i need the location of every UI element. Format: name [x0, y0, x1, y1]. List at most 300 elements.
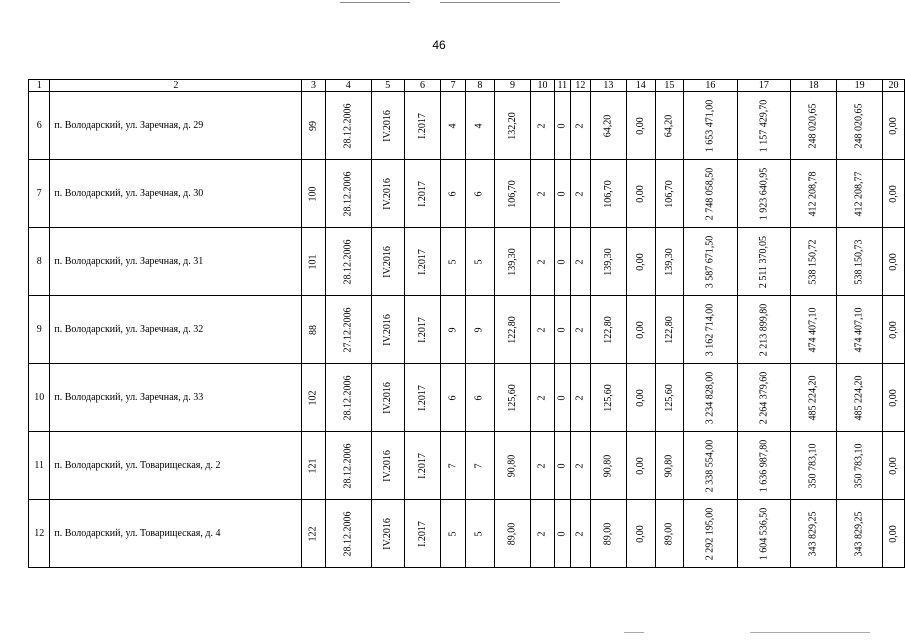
value-cell — [371, 296, 404, 364]
cell-value: 100 — [307, 186, 319, 201]
cell-value: 538 150,72 — [807, 239, 819, 284]
scan-line-top — [440, 2, 560, 3]
value-cell — [494, 296, 530, 364]
column-header: 16 — [684, 80, 738, 92]
cell-value: 28.12.2006 — [342, 171, 354, 216]
value-cell — [302, 500, 325, 568]
address-cell: п. Володарский, ул. Заречная, д. 30 — [50, 160, 302, 228]
value-cell — [325, 296, 371, 364]
value-cell — [494, 364, 530, 432]
cell-value: 0 — [556, 259, 568, 264]
value-cell — [302, 160, 325, 228]
cell-value: 2 292 195,00 — [704, 507, 716, 560]
cell-value: 2 — [574, 395, 586, 400]
value-cell — [441, 500, 466, 568]
column-header: 4 — [325, 80, 371, 92]
address-cell: п. Володарский, ул. Товарищеская, д. 4 — [50, 500, 302, 568]
cell-value: 0,00 — [634, 524, 646, 543]
value-cell — [627, 92, 656, 160]
cell-value: 4 — [473, 123, 485, 128]
value-cell — [404, 228, 441, 296]
cell-value: IV.2016 — [381, 245, 393, 278]
column-header: 15 — [655, 80, 684, 92]
cell-value: 0,00 — [634, 252, 646, 271]
value-cell — [531, 364, 555, 432]
value-cell — [791, 92, 837, 160]
value-cell — [590, 296, 626, 364]
cell-value: 89,00 — [602, 522, 614, 545]
value-cell — [554, 160, 570, 228]
value-cell — [655, 432, 684, 500]
value-cell — [404, 92, 441, 160]
cell-value: 1 157 429,70 — [757, 99, 769, 152]
value-cell — [684, 92, 738, 160]
cell-value: 248 020,65 — [853, 103, 865, 148]
cell-value: 343 829,25 — [807, 511, 819, 556]
cell-value: IV.2016 — [381, 517, 393, 550]
cell-value: 2 — [574, 123, 586, 128]
value-cell — [684, 364, 738, 432]
value-cell — [570, 228, 590, 296]
column-header: 1 — [29, 80, 50, 92]
value-cell — [837, 500, 883, 568]
value-cell — [441, 228, 466, 296]
cell-value: 2 — [574, 191, 586, 196]
cell-value: 28.12.2006 — [342, 239, 354, 284]
cell-value: 28.12.2006 — [342, 443, 354, 488]
value-cell — [883, 228, 905, 296]
value-cell — [325, 92, 371, 160]
cell-value: IV.2016 — [381, 109, 393, 142]
value-cell — [684, 432, 738, 500]
cell-value: IV.2016 — [381, 177, 393, 210]
value-cell — [837, 364, 883, 432]
cell-value: 474 407,10 — [807, 307, 819, 352]
column-header: 17 — [737, 80, 791, 92]
cell-value: 2 — [574, 259, 586, 264]
cell-value: IV.2016 — [381, 313, 393, 346]
cell-value: 0,00 — [634, 184, 646, 203]
column-header: 6 — [404, 80, 441, 92]
value-cell — [531, 92, 555, 160]
cell-value: 122,80 — [663, 315, 675, 344]
column-header: 13 — [590, 80, 626, 92]
cell-value: 28.12.2006 — [342, 511, 354, 556]
cell-value: 9 — [447, 327, 459, 332]
scan-line-top — [340, 2, 410, 3]
value-cell — [590, 228, 626, 296]
cell-value: 1 604 536,50 — [757, 507, 769, 560]
value-cell — [554, 500, 570, 568]
cell-value: 0,00 — [887, 116, 899, 135]
value-cell — [494, 500, 530, 568]
table-row — [29, 92, 905, 160]
value-cell — [627, 364, 656, 432]
table-row — [29, 296, 905, 364]
cell-value: 89,00 — [506, 522, 518, 545]
cell-value: 474 407,10 — [853, 307, 865, 352]
value-cell — [627, 432, 656, 500]
value-cell — [570, 500, 590, 568]
value-cell — [494, 160, 530, 228]
cell-value: 0 — [556, 191, 568, 196]
cell-value: 4 — [447, 123, 459, 128]
cell-value: 28.12.2006 — [342, 103, 354, 148]
table-row — [29, 228, 905, 296]
value-cell — [791, 432, 837, 500]
cell-value: 2 — [536, 259, 548, 264]
value-cell — [325, 432, 371, 500]
cell-value: 485 224,20 — [807, 375, 819, 420]
cell-value: 5 — [473, 531, 485, 536]
cell-value: 122,80 — [602, 315, 614, 344]
value-cell — [837, 92, 883, 160]
cell-value: 1 923 640,95 — [757, 167, 769, 220]
cell-value: 2 — [574, 327, 586, 332]
row-number: 12 — [29, 500, 50, 568]
column-header: 11 — [554, 80, 570, 92]
value-cell — [737, 296, 791, 364]
cell-value: 122 — [307, 526, 319, 541]
value-cell — [465, 364, 494, 432]
cell-value: 5 — [447, 259, 459, 264]
value-cell — [554, 92, 570, 160]
address-cell: п. Володарский, ул. Заречная, д. 32 — [50, 296, 302, 364]
cell-value: I.2017 — [416, 248, 428, 275]
value-cell — [371, 500, 404, 568]
cell-value: 1 636 987,80 — [757, 439, 769, 492]
value-cell — [837, 228, 883, 296]
value-cell — [791, 160, 837, 228]
cell-value: 125,60 — [602, 383, 614, 412]
row-number: 10 — [29, 364, 50, 432]
table-row — [29, 432, 905, 500]
column-header: 20 — [883, 80, 905, 92]
value-cell — [883, 364, 905, 432]
value-cell — [570, 364, 590, 432]
value-cell — [531, 432, 555, 500]
cell-value: 0 — [556, 395, 568, 400]
cell-value: 0 — [556, 463, 568, 468]
address-cell: п. Володарский, ул. Заречная, д. 29 — [50, 92, 302, 160]
cell-value: 2 338 554,00 — [704, 439, 716, 492]
cell-value: I.2017 — [416, 316, 428, 343]
value-cell — [590, 432, 626, 500]
value-cell — [441, 92, 466, 160]
cell-value: 64,20 — [602, 114, 614, 137]
value-cell — [404, 500, 441, 568]
cell-value: 248 020,65 — [807, 103, 819, 148]
cell-value: 6 — [473, 395, 485, 400]
cell-value: 0 — [556, 531, 568, 536]
cell-value: 64,20 — [663, 114, 675, 137]
cell-value: 412 208,77 — [853, 171, 865, 216]
value-cell — [684, 228, 738, 296]
value-cell — [404, 296, 441, 364]
value-cell — [554, 364, 570, 432]
row-number: 7 — [29, 160, 50, 228]
cell-value: 101 — [307, 254, 319, 269]
cell-value: 0,00 — [887, 184, 899, 203]
cell-value: I.2017 — [416, 180, 428, 207]
column-header: 12 — [570, 80, 590, 92]
value-cell — [791, 364, 837, 432]
value-cell — [791, 500, 837, 568]
column-header: 19 — [837, 80, 883, 92]
value-cell — [737, 160, 791, 228]
value-cell — [302, 228, 325, 296]
value-cell — [627, 228, 656, 296]
column-header: 5 — [371, 80, 404, 92]
cell-value: 2 748 058,50 — [704, 167, 716, 220]
cell-value: 9 — [473, 327, 485, 332]
value-cell — [371, 160, 404, 228]
value-cell — [590, 500, 626, 568]
value-cell — [325, 160, 371, 228]
column-header: 7 — [441, 80, 466, 92]
cell-value: 27.12.2006 — [342, 307, 354, 352]
value-cell — [883, 92, 905, 160]
value-cell — [570, 160, 590, 228]
cell-value: 2 — [574, 531, 586, 536]
value-cell — [837, 432, 883, 500]
value-cell — [531, 296, 555, 364]
value-cell — [737, 500, 791, 568]
data-table — [28, 79, 905, 568]
cell-value: 139,30 — [506, 247, 518, 276]
value-cell — [655, 500, 684, 568]
cell-value: 0,00 — [634, 116, 646, 135]
value-cell — [590, 92, 626, 160]
cell-value: 2 — [536, 463, 548, 468]
address-cell: п. Володарский, ул. Заречная, д. 31 — [50, 228, 302, 296]
value-cell — [684, 296, 738, 364]
cell-value: 99 — [307, 120, 319, 131]
cell-value: 90,80 — [602, 454, 614, 477]
value-cell — [570, 92, 590, 160]
value-cell — [737, 432, 791, 500]
cell-value: 102 — [307, 390, 319, 405]
value-cell — [371, 432, 404, 500]
value-cell — [371, 92, 404, 160]
value-cell — [302, 364, 325, 432]
value-cell — [655, 92, 684, 160]
value-cell — [465, 296, 494, 364]
cell-value: 2 — [536, 327, 548, 332]
cell-value: 5 — [473, 259, 485, 264]
cell-value: 5 — [447, 531, 459, 536]
row-number: 6 — [29, 92, 50, 160]
table-row — [29, 500, 905, 568]
cell-value: 350 783,10 — [807, 443, 819, 488]
value-cell — [570, 296, 590, 364]
cell-value: 3 234 828,00 — [704, 371, 716, 424]
value-cell — [837, 160, 883, 228]
header-row — [29, 80, 905, 92]
value-cell — [494, 92, 530, 160]
scan-line-bottom — [624, 632, 644, 633]
value-cell — [494, 432, 530, 500]
value-cell — [554, 228, 570, 296]
cell-value: 2 511 370,05 — [757, 235, 769, 288]
cell-value: 2 — [536, 123, 548, 128]
cell-value: 0,00 — [634, 388, 646, 407]
cell-value: 90,80 — [506, 454, 518, 477]
cell-value: 0,00 — [887, 252, 899, 271]
cell-value: 3 587 671,50 — [704, 235, 716, 288]
value-cell — [627, 160, 656, 228]
value-cell — [465, 500, 494, 568]
value-cell — [627, 500, 656, 568]
address-cell: п. Володарский, ул. Товарищеская, д. 2 — [50, 432, 302, 500]
cell-value: 0,00 — [887, 388, 899, 407]
value-cell — [883, 296, 905, 364]
cell-value: 350 783,10 — [853, 443, 865, 488]
cell-value: 1 653 471,00 — [704, 99, 716, 152]
cell-value: 6 — [473, 191, 485, 196]
value-cell — [570, 432, 590, 500]
cell-value: 538 150,73 — [853, 239, 865, 284]
cell-value: 0 — [556, 327, 568, 332]
value-cell — [404, 160, 441, 228]
value-cell — [531, 228, 555, 296]
column-header: 3 — [302, 80, 325, 92]
value-cell — [883, 160, 905, 228]
column-header: 10 — [531, 80, 555, 92]
value-cell — [531, 160, 555, 228]
value-cell — [737, 364, 791, 432]
cell-value: 6 — [447, 395, 459, 400]
cell-value: I.2017 — [416, 520, 428, 547]
cell-value: 139,30 — [663, 247, 675, 276]
value-cell — [883, 432, 905, 500]
cell-value: 0 — [556, 123, 568, 128]
value-cell — [655, 296, 684, 364]
cell-value: IV.2016 — [381, 449, 393, 482]
value-cell — [325, 364, 371, 432]
cell-value: 6 — [447, 191, 459, 196]
value-cell — [883, 500, 905, 568]
cell-value: 106,70 — [602, 179, 614, 208]
cell-value: 2 — [536, 191, 548, 196]
cell-value: 88 — [307, 324, 319, 335]
value-cell — [325, 500, 371, 568]
value-cell — [627, 296, 656, 364]
value-cell — [404, 432, 441, 500]
value-cell — [441, 432, 466, 500]
cell-value: I.2017 — [416, 112, 428, 139]
value-cell — [554, 432, 570, 500]
value-cell — [465, 432, 494, 500]
column-header: 2 — [50, 80, 302, 92]
table-row — [29, 160, 905, 228]
value-cell — [371, 228, 404, 296]
page-number: 46 — [432, 38, 446, 52]
cell-value: 2 — [574, 463, 586, 468]
value-cell — [465, 160, 494, 228]
value-cell — [531, 500, 555, 568]
value-cell — [791, 228, 837, 296]
value-cell — [684, 500, 738, 568]
cell-value: 139,30 — [602, 247, 614, 276]
row-number: 8 — [29, 228, 50, 296]
value-cell — [302, 432, 325, 500]
cell-value: 7 — [447, 463, 459, 468]
table-row — [29, 364, 905, 432]
cell-value: 122,80 — [506, 315, 518, 344]
value-cell — [441, 160, 466, 228]
value-cell — [441, 364, 466, 432]
value-cell — [302, 296, 325, 364]
value-cell — [655, 160, 684, 228]
value-cell — [465, 228, 494, 296]
value-cell — [737, 92, 791, 160]
cell-value: 125,60 — [663, 383, 675, 412]
cell-value: 125,60 — [506, 383, 518, 412]
value-cell — [655, 364, 684, 432]
value-cell — [325, 228, 371, 296]
column-header: 14 — [627, 80, 656, 92]
address-cell: п. Володарский, ул. Заречная, д. 33 — [50, 364, 302, 432]
scan-line-bottom — [750, 632, 870, 633]
value-cell — [371, 364, 404, 432]
cell-value: 7 — [473, 463, 485, 468]
cell-value: 0,00 — [634, 320, 646, 339]
value-cell — [791, 296, 837, 364]
cell-value: 28.12.2006 — [342, 375, 354, 420]
value-cell — [837, 296, 883, 364]
cell-value: 2 213 899,80 — [757, 303, 769, 356]
cell-value: IV.2016 — [381, 381, 393, 414]
cell-value: 2 — [536, 395, 548, 400]
cell-value: 0,00 — [887, 456, 899, 475]
cell-value: 0,00 — [887, 524, 899, 543]
row-number: 11 — [29, 432, 50, 500]
cell-value: 106,70 — [506, 179, 518, 208]
cell-value: 90,80 — [663, 454, 675, 477]
value-cell — [494, 228, 530, 296]
value-cell — [590, 364, 626, 432]
cell-value: 343 829,25 — [853, 511, 865, 556]
value-cell — [441, 296, 466, 364]
value-cell — [655, 228, 684, 296]
column-header: 18 — [791, 80, 837, 92]
value-cell — [302, 92, 325, 160]
cell-value: 121 — [307, 458, 319, 473]
cell-value: 106,70 — [663, 179, 675, 208]
value-cell — [590, 160, 626, 228]
value-cell — [404, 364, 441, 432]
row-number: 9 — [29, 296, 50, 364]
cell-value: 412 208,78 — [807, 171, 819, 216]
cell-value: 3 162 714,00 — [704, 303, 716, 356]
column-header: 9 — [494, 80, 530, 92]
value-cell — [737, 228, 791, 296]
cell-value: 0,00 — [887, 320, 899, 339]
value-cell — [554, 296, 570, 364]
cell-value: 89,00 — [663, 522, 675, 545]
value-cell — [465, 92, 494, 160]
cell-value: 2 — [536, 531, 548, 536]
cell-value: 132,20 — [506, 111, 518, 140]
cell-value: 485 224,20 — [853, 375, 865, 420]
cell-value: 0,00 — [634, 456, 646, 475]
value-cell — [684, 160, 738, 228]
column-header: 8 — [465, 80, 494, 92]
cell-value: 2 264 379,60 — [757, 371, 769, 424]
cell-value: I.2017 — [416, 452, 428, 479]
cell-value: I.2017 — [416, 384, 428, 411]
